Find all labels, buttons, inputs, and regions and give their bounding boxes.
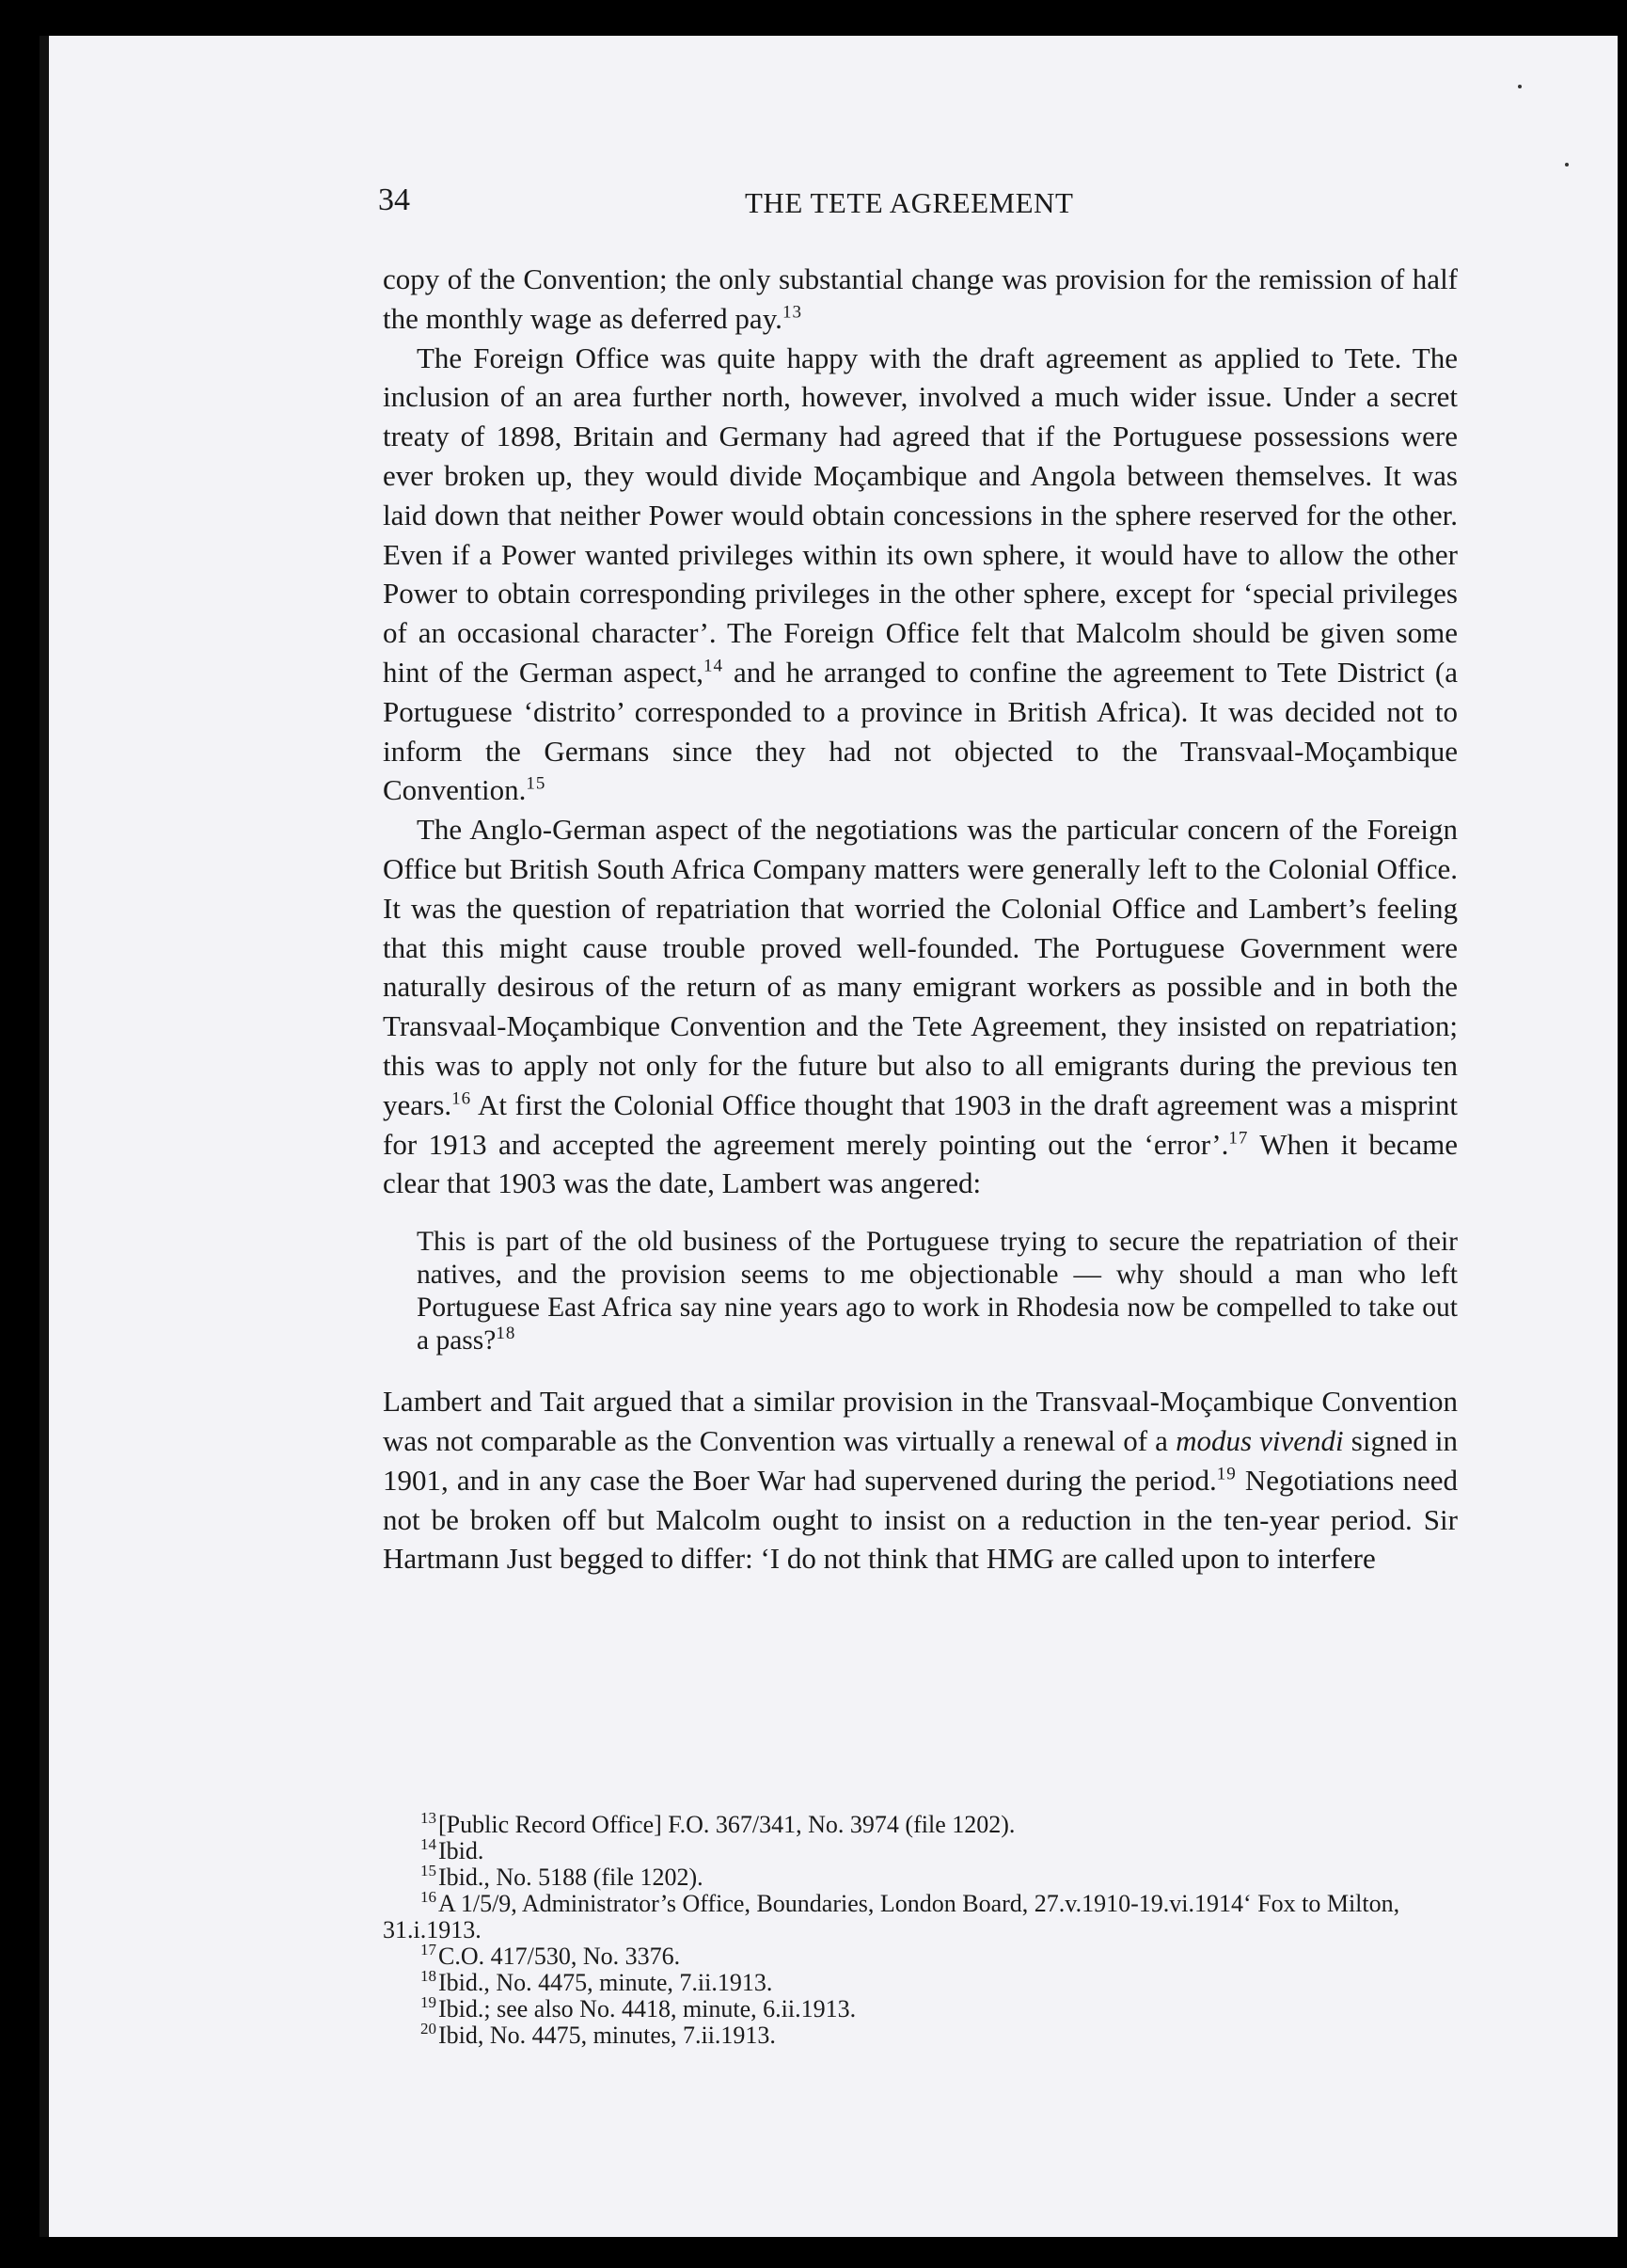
footnote: [383, 1993, 1455, 2022]
paragraph-text: copy of the Convention; the only substantial change was provision for the remission of half the monthly wage as deferred pay.: [383, 262, 1458, 335]
footnote: [383, 1888, 1455, 1943]
paragraph-text: At first the Colonial Office thought that 1903 in the draft agreement was a misprint for 1913 and accepted the agreement merely pointing out the ‘error’.: [383, 1087, 1458, 1161]
paragraph: [383, 1382, 1458, 1578]
page-number: 34: [378, 182, 410, 217]
scan-speck: [1518, 85, 1522, 88]
footnote-number: 19: [420, 1993, 436, 2012]
paragraph-text: and he arranged to confine the agreement to Tete District (a Portuguese ‘distrito’ corresponded to a province in British Africa). It was decided not to inform the Germans since they had not objected to the Transvaal-Moçambique Convention.: [383, 655, 1458, 807]
footnote-ref: 13: [782, 302, 802, 323]
footnote-text: [Public Record Office] F.O. 367/341, No. 3974 (file 1202).: [438, 1811, 1016, 1838]
footnote-text: Ibid, No. 4475, minutes, 7.ii.1913.: [438, 2022, 776, 2049]
footnote-text: Ibid.; see also No. 4418, minute, 6.ii.1913.: [438, 1995, 857, 2022]
footnote-text: A 1/5/9, Administrator’s Office, Boundaries, London Board, 27.v.1910-19.vi.1914‘ Fox to Milton, 31.i.1913.: [383, 1890, 1400, 1943]
paragraph-text: The Foreign Office was quite happy with the draft agreement as applied to Tete. The inclusion of an area further north, however, involved a much wider issue. Under a secret treaty of 1898, Britain and Germany had agreed that if the Portuguese possessions were ever broken up, they would divide Moçambique and Angola between themselves. It was laid down that neither Power would obtain concessions in the sphere reserved for the other. Even if a Power wanted privileges within its own sphere, it would have to allow the other Power to obtain corresponding privileges in the other sphere, except for ‘special privileges of an occasional character’. The Foreign Office felt that Malcolm should be given some hint of the German aspect,: [383, 341, 1458, 689]
footnote-ref: 17: [1228, 1128, 1249, 1149]
paragraph: [383, 260, 1458, 339]
paragraph-text: Negotiations need not be broken off but Malcolm ought to insist on a reduction in the ten-year period. Sir Hartmann Just begged to differ: ‘I do not think that HMG are called upon to interfere: [383, 1463, 1458, 1576]
paragraph-text: signed in 1901, and in any case the Boer War had supervened during the period.: [383, 1423, 1458, 1497]
footnote-ref: 19: [1216, 1464, 1237, 1484]
page: [39, 36, 1618, 2237]
body-text: [383, 260, 1458, 1578]
italic-phrase: modus vivendi: [1176, 1423, 1344, 1457]
quote-text: This is part of the old business of the Portuguese trying to secure the repatriation of their natives, and the provision seems to me objectionable — why should a man who left Portuguese East Africa say nine years ago to work in Rhodesia now be compelled to take out a pass?: [417, 1227, 1458, 1356]
paragraph: [383, 810, 1458, 1203]
footnote-number: 17: [420, 1941, 436, 1959]
scan-speck: [1565, 163, 1569, 167]
footnote-number: 14: [420, 1835, 436, 1854]
block-quote: [417, 1226, 1458, 1357]
footnote: [383, 1967, 1455, 1996]
footnote: [383, 1864, 1455, 1891]
footnote-ref: 18: [496, 1324, 516, 1344]
footnote-number: 13: [420, 1809, 436, 1828]
footnote-number: 16: [420, 1888, 436, 1907]
paragraph-text: Lambert and Tait argued that a similar provision in the Transvaal-Moçambique Convention was not comparable as the Convention was virtually a renewal of a: [383, 1385, 1458, 1457]
footnote: [383, 1835, 1455, 1864]
footnote-number: 20: [420, 2020, 436, 2038]
footnote-ref: 15: [526, 774, 546, 795]
footnote-text: Ibid., No. 4475, minute, 7.ii.1913.: [438, 1969, 773, 1996]
paragraph: [383, 339, 1458, 811]
footnote: [383, 1809, 1455, 1838]
footnotes: [383, 1809, 1455, 2049]
running-title: THE TETE AGREEMENT: [745, 186, 1074, 219]
footnote-number: 18: [420, 1967, 436, 1986]
footnote-ref: 14: [703, 656, 723, 676]
footnote-ref: 16: [451, 1088, 472, 1109]
footnote-text: C.O. 417/530, No. 3376.: [438, 1943, 681, 1970]
footnote: [383, 2022, 1455, 2049]
footnote-text: Ibid., No. 5188 (file 1202).: [438, 1864, 703, 1891]
paragraph-text: The Anglo-German aspect of the negotiations was the particular concern of the Foreign Office but British South Africa Company matters were generally left to the Colonial Office. It was the question of repatriation that worried the Colonial Office and Lambert’s feeling that this might cause trouble proved well-founded. The Portuguese Government were naturally desirous of the return of as many emigrant workers as possible and in both the Transvaal-Moçambique Convention and the Tete Agreement, they insisted on repatriation; this was to apply not only for the future but also to all emigrants during the previous ten years.: [383, 813, 1458, 1121]
paragraph-text: When it became clear that 1903 was the date, Lambert was angered:: [383, 1127, 1458, 1200]
running-header: [378, 182, 1460, 230]
footnote-number: 15: [420, 1862, 436, 1880]
footnote-text: Ibid.: [438, 1837, 484, 1864]
footnote: [383, 1943, 1455, 1970]
